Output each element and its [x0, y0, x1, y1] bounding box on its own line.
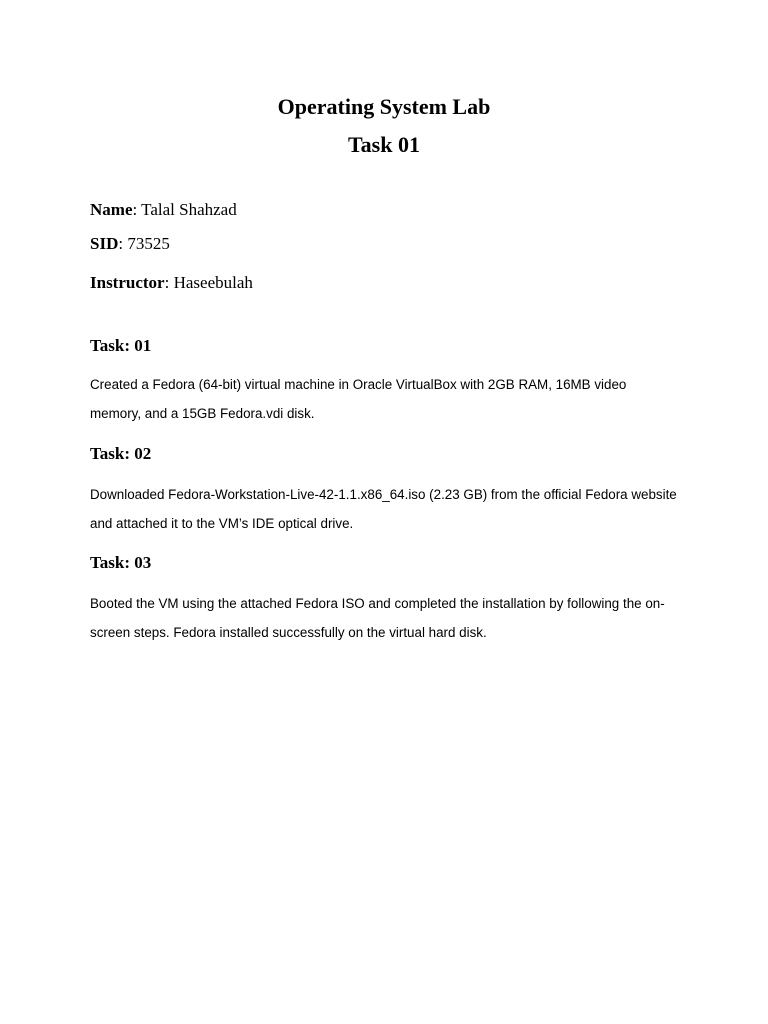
- document-title: Operating System Lab: [277, 94, 491, 119]
- document-subtitle: Task 01: [348, 132, 420, 157]
- task-01-heading: Task: 01: [90, 336, 152, 355]
- student-id-line: [90, 233, 170, 255]
- instructor-line: [90, 272, 253, 294]
- task-03-body: Booted the VM using the attached Fedora ISO and completed the installation by following the on-screen steps. Fedora installed successfully on the virtual hard disk.: [90, 596, 665, 640]
- student-name-line: [90, 199, 237, 221]
- instructor-label: Instructor: [90, 273, 165, 292]
- sid-value: : 73525: [118, 234, 170, 253]
- name-label: Name: [90, 200, 133, 219]
- task-03-heading: Task: 03: [90, 553, 152, 572]
- instructor-value: : Haseebulah: [164, 273, 253, 292]
- task-02-body: Downloaded Fedora-Workstation-Live-42-1.1.x86_64.iso (2.23 GB) from the official Fedora website and attached it to the VM’s IDE optical drive.: [90, 487, 677, 531]
- name-value: : Talal Shahzad: [132, 200, 237, 219]
- task-01-body: Created a Fedora (64-bit) virtual machine in Oracle VirtualBox with 2GB RAM, 16MB video memory, and a 15GB Fedora.vdi disk.: [90, 377, 627, 421]
- sid-label: SID: [90, 234, 119, 253]
- task-02-heading: Task: 02: [90, 444, 152, 463]
